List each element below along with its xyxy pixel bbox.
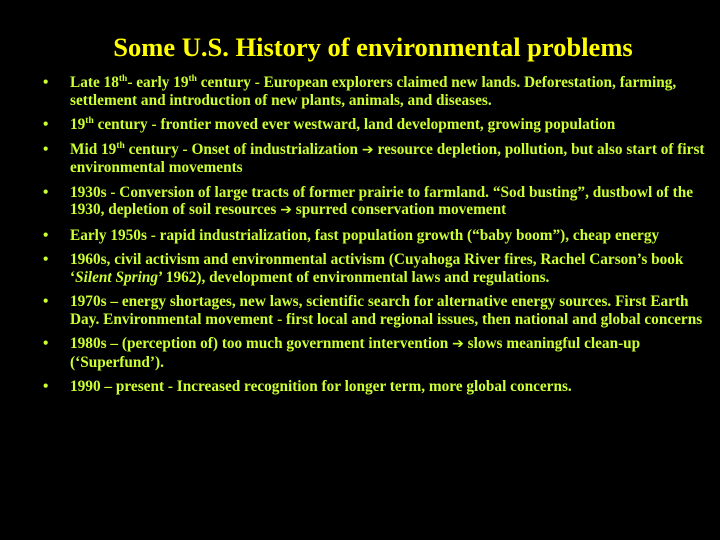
ordinal-superscript: th bbox=[118, 73, 128, 84]
bullet-dot-icon: • bbox=[43, 183, 49, 201]
bullet-item-late-18th-century bbox=[43, 74, 707, 109]
bullet-text: 1970s – energy shortages, new laws, scientific search for alternative energy sources. First Earth Day. Environmental movement - first local and regional issues, then national and global concerns bbox=[70, 293, 703, 328]
bullet-text: slows meaningful clean-up (‘Superfund’). bbox=[70, 335, 641, 371]
bullet-item-19th-century bbox=[43, 116, 707, 134]
bullet-item-mid-19th-century bbox=[43, 141, 707, 177]
book-title: Silent Spring bbox=[75, 268, 159, 286]
bullet-text: 1930s - Conversion of large tracts of former prairie to farmland. “Sod busting”, dustbowl of the 1930, depletion of soil resources bbox=[70, 183, 694, 218]
bullet-dot-icon: • bbox=[43, 116, 49, 133]
arrow-right-icon: ➔ bbox=[361, 141, 374, 158]
bullet-text: spurred conservation movement bbox=[291, 201, 507, 218]
bullet-dot-icon: • bbox=[43, 140, 49, 158]
bullet-text: 1990 – present - Increased recognition for longer term, more global concerns. bbox=[70, 378, 572, 395]
bullet-dot-icon: • bbox=[43, 335, 49, 352]
bullet-text: Early 1950s - rapid industrialization, fast population growth (“baby boom”), cheap energy bbox=[70, 226, 660, 244]
ordinal-superscript: th bbox=[188, 73, 197, 84]
bullet-item-early-1950s bbox=[43, 227, 707, 245]
arrow-right-icon: ➔ bbox=[452, 336, 464, 352]
bullet-list bbox=[43, 74, 707, 403]
bullet-text: Mid 19 bbox=[70, 140, 117, 158]
bullet-text: 1960s, civil activism and environmental activism (Cuyahoga River fires, Rachel Carson’s book ‘ bbox=[70, 251, 684, 286]
bullet-dot-icon: • bbox=[43, 251, 49, 268]
bullet-item-1980s bbox=[43, 335, 707, 371]
bullet-dot-icon: • bbox=[43, 378, 49, 395]
ordinal-superscript: th bbox=[116, 140, 125, 151]
bullet-text: ’ 1962), development of environmental laws and regulations. bbox=[158, 268, 550, 286]
bullet-text: century - Onset of industrialization bbox=[124, 140, 362, 158]
bullet-dot-icon: • bbox=[43, 226, 49, 244]
bullet-item-1960s bbox=[43, 251, 707, 286]
bullet-text: Late 18 bbox=[70, 74, 119, 91]
bullet-dot-icon: • bbox=[43, 74, 49, 91]
bullet-text: resource depletion, pollution, but also start of first environmental movements bbox=[70, 140, 705, 176]
bullet-item-1970s bbox=[43, 293, 707, 328]
bullet-item-1930s bbox=[43, 184, 707, 220]
bullet-item-1990-present bbox=[43, 378, 707, 396]
slide-title: Some U.S. History of environmental problems bbox=[113, 32, 633, 62]
bullet-text: century - European explorers claimed new lands. Deforestation, farming, settlement and introduction of new plants, animals, and diseases. bbox=[70, 74, 677, 109]
bullet-text: 1980s – (perception of) too much government intervention bbox=[70, 335, 453, 352]
arrow-right-icon: ➔ bbox=[280, 202, 292, 218]
ordinal-superscript: th bbox=[85, 115, 94, 126]
bullet-text: - early 19 bbox=[127, 74, 189, 91]
bullet-text: century - frontier moved ever westward, land development, growing population bbox=[93, 116, 616, 133]
bullet-text: 19 bbox=[70, 116, 86, 133]
bullet-dot-icon: • bbox=[43, 293, 49, 310]
